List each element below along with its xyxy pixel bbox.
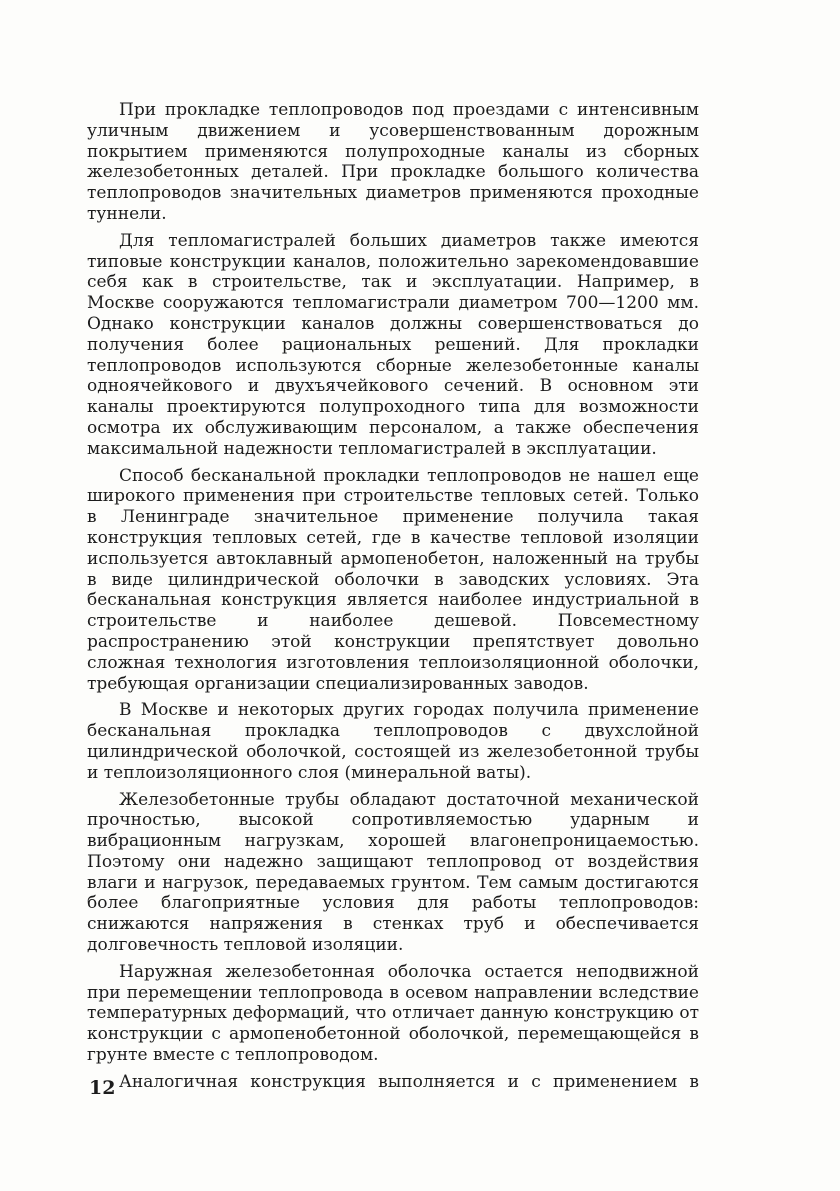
page-number: 12 bbox=[89, 1077, 116, 1099]
paragraph-main-pipelines: Для тепломагистралей больших диаметров также имеются типовые конструкции каналов, положительно зарекомендовавшие себя как в строительстве, так и эксплуатации. Например, в Москве сооружаются тепломагистрали диаметром 700—1200 мм. Однако конструкции каналов должны совершенствоваться до получения более рациональных решений. Для прокладки теплопроводов используются сборные железобетонные каналы одноячейкового и двухъячейкового сечений. В основном эти каналы проектируются полупроходного типа для возможности осмотра их обслуживающим персоналом, а также обеспечения максимальной надежности тепломагистралей в эксплуатации. bbox=[87, 230, 699, 459]
paragraph-concrete-pipes: Железобетонные трубы обладают достаточной механической прочностью, высокой сопротивляемостью ударным и вибрационным нагрузкам, хорошей влагонепроницаемостью. Поэтому они надежно защищают теплопровод от воздействия влаги и нагрузок, передаваемых грунтом. Тем самым достигаются более благоприятные условия для работы теплопроводов: снижаются напряжения в стенках труб и обеспечивается долговечность тепловой изоляции. bbox=[87, 789, 699, 956]
paragraph-continued: Аналогичная конструкция выполняется и с применением в bbox=[119, 1071, 699, 1092]
paragraph-moscow-two-layer: В Москве и некоторых других городах получила применение бесканальная прокладка теплопроводов с двухслойной цилиндрической оболочкой, состоящей из железобетонной трубы и теплоизоляционного слоя (минеральной ваты). bbox=[87, 700, 699, 783]
paragraph-underpass-channels: При прокладке теплопроводов под проездами с интенсивным уличным движением и усовершенствованным дорожным покрытием применяются полупроходные каналы из сборных железобетонных деталей. При прокладке большого количества теплопроводов значительных диаметров применяются проходные туннели. bbox=[87, 100, 699, 224]
body-text bbox=[87, 100, 699, 1099]
paragraph-channelless-laying: Способ бесканальной прокладки теплопроводов не нашел еще широкого применения при строительстве тепловых сетей. Только в Ленинграде значительное применение получила такая конструкция тепловых сетей, где в качестве тепловой изоляции используется автоклавный армопенобетон, наложенный на трубы в виде цилиндрической оболочки в заводских условиях. Эта бесканальная конструкция является наиболее индустриальной в строительстве и наиболее дешевой. Повсеместному распространению этой конструкции препятствует довольно сложная технология изготовления теплоизоляционной оболочки, требующая организации специализированных заводов. bbox=[87, 465, 699, 694]
paragraph-outer-shell: Наружная железобетонная оболочка остается неподвижной при перемещении теплопровода в осевом направлении вследствие температурных деформаций, что отличает данную конструкцию от конструкции с армопенобетонной оболочкой, перемещающейся в грунте вместе с теплопроводом. bbox=[87, 961, 699, 1066]
